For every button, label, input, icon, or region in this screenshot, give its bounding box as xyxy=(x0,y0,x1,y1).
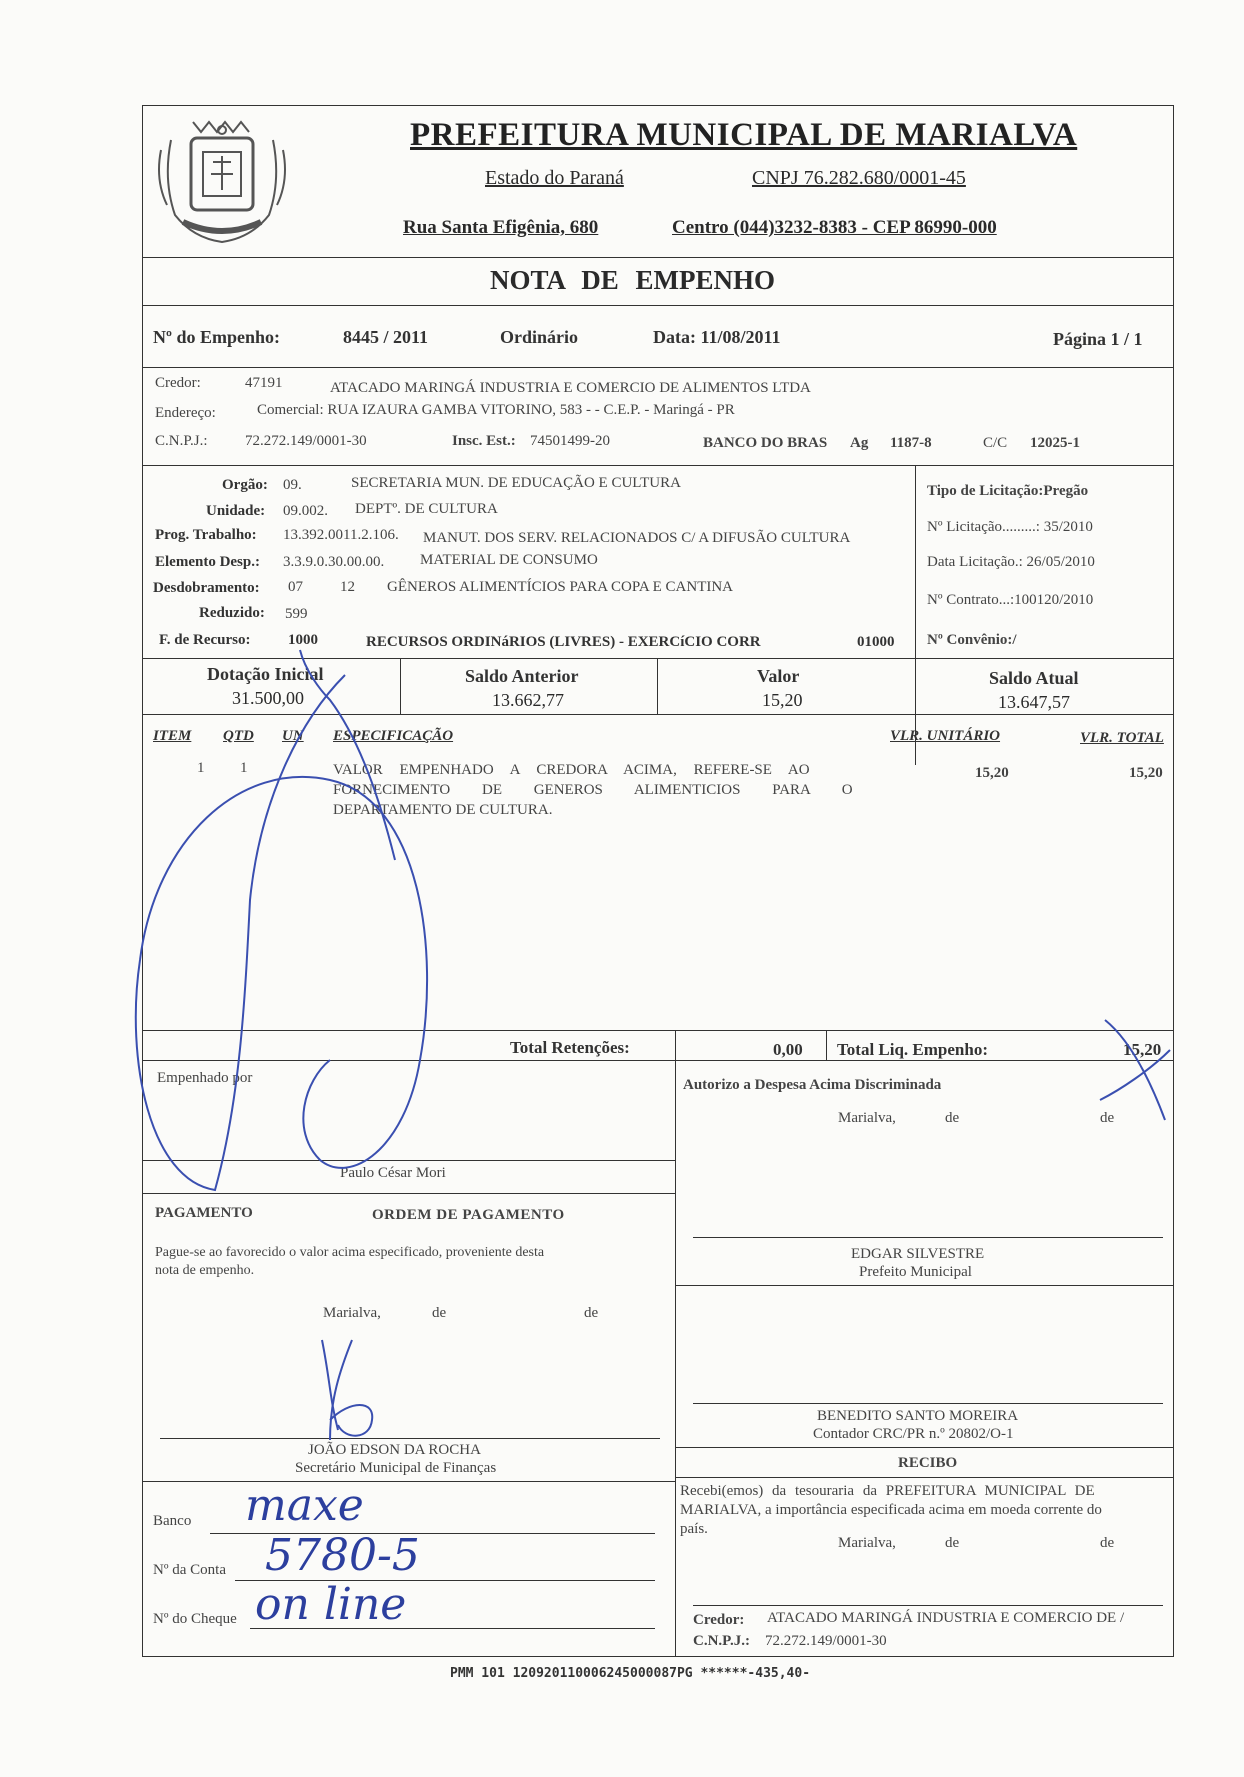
desdobramento-name: GÊNEROS ALIMENTÍCIOS PARA COPA E CANTINA xyxy=(387,579,734,595)
doc-title: NOTA DE EMPENHO xyxy=(490,265,776,295)
de-2-pagamento: de xyxy=(584,1305,599,1321)
pagamento-title: PAGAMENTO xyxy=(155,1205,253,1221)
prog-name: MANUT. DOS SERV. RELACIONADOS C/ A DIFUSÃO CULTURA xyxy=(423,530,851,546)
prefeito-cargo: Prefeito Municipal xyxy=(859,1264,972,1280)
elemento-code: 3.3.9.0.30.00.00. xyxy=(283,554,385,570)
ordem-pagamento: ORDEM DE PAGAMENTO xyxy=(372,1207,565,1223)
total-retencoes-label: Total Retenções: xyxy=(510,1038,630,1057)
local-autorizo: Marialva, xyxy=(838,1110,896,1126)
elemento-label: Elemento Desp.: xyxy=(155,554,260,570)
de-2-recibo: de xyxy=(1100,1535,1115,1551)
col-especificacao: ESPECIFICAÇÃO xyxy=(333,728,454,744)
prefeitura-title: PREFEITURA MUNICIPAL DE MARIALVA xyxy=(410,117,1078,153)
empenho-page: Página 1 / 1 xyxy=(1053,329,1143,349)
elemento-name: MATERIAL DE CONSUMO xyxy=(420,552,598,568)
tipo-licitacao: Tipo de Licitação:Pregão xyxy=(927,483,1089,499)
banco-handwritten: maxe xyxy=(245,1480,364,1531)
item-spec-line1: VALOR EMPENHADO A CREDORA ACIMA, REFERE-SE AO xyxy=(333,762,810,778)
item-spec-line2: FORNECIMENTO DE GENEROS ALIMENTICIOS PARA O xyxy=(333,782,853,798)
municipal-crest xyxy=(153,110,291,250)
secretario-nome: JOÃO EDSON DA ROCHA xyxy=(308,1442,481,1458)
recibo-texto-1: Recebi(emos) da tesouraria da PREFEITURA MUNICIPAL DE xyxy=(680,1483,1095,1499)
col-item: ITEM xyxy=(153,728,192,744)
prog-code: 13.392.0011.2.106. xyxy=(283,527,399,543)
col-vlr-unitario: VLR. UNITÁRIO xyxy=(890,728,1001,744)
cheque-handwritten: on line xyxy=(255,1579,407,1630)
total-liquido-label: Total Liq. Empenho: xyxy=(837,1040,988,1059)
empenho-type: Ordinário xyxy=(500,327,579,347)
col-un: UN xyxy=(282,728,304,744)
credor-ag: 1187-8 xyxy=(890,435,932,451)
state-name: Estado do Paraná xyxy=(485,167,624,189)
unidade-code: 09.002. xyxy=(283,503,328,519)
local-recibo: Marialva, xyxy=(838,1535,896,1551)
cnpj-prefeitura: CNPJ 76.282.680/0001-45 xyxy=(752,167,966,189)
autorizo-despesa: Autorizo a Despesa Acima Discriminada xyxy=(683,1077,942,1093)
empenho-number-label: Nº do Empenho: xyxy=(153,327,280,347)
de-1-pagamento: de xyxy=(432,1305,447,1321)
numero-convenio: Nº Convênio:/ xyxy=(927,632,1017,648)
conta-label: Nº da Conta xyxy=(153,1562,226,1578)
total-liquido-value: 15,20 xyxy=(1123,1040,1162,1059)
saldo-anterior-label: Saldo Anterior xyxy=(465,666,579,686)
prog-label: Prog. Trabalho: xyxy=(155,527,257,543)
reduzido-value: 599 xyxy=(285,606,308,622)
orgao-code: 09. xyxy=(283,477,302,493)
data-licitacao: Data Licitação.: 26/05/2010 xyxy=(927,554,1095,570)
de-1-recibo: de xyxy=(945,1535,960,1551)
dotacao-label: Dotação Inicial xyxy=(207,664,324,684)
orgao-name: SECRETARIA MUN. DE EDUCAÇÃO E CULTURA xyxy=(351,475,681,491)
valor-value: 15,20 xyxy=(762,690,803,710)
credor-insc: 74501499-20 xyxy=(530,433,610,449)
item-number: 1 xyxy=(197,760,205,776)
orgao-label: Orgão: xyxy=(222,477,268,493)
recurso-label: F. de Recurso: xyxy=(159,632,251,648)
item-vlr-unitario: 15,20 xyxy=(975,765,1009,781)
credor-code: 47191 xyxy=(245,375,283,391)
recurso-num: 01000 xyxy=(857,634,895,650)
numero-licitacao: Nº Licitação.........: 35/2010 xyxy=(927,519,1093,535)
conta-handwritten: 5780-5 xyxy=(265,1530,420,1581)
de-1-autorizo: de xyxy=(945,1110,960,1126)
saldo-anterior-value: 13.662,77 xyxy=(492,690,564,710)
credor-cc: 12025-1 xyxy=(1030,435,1080,451)
col-vlr-total: VLR. TOTAL xyxy=(1080,730,1164,746)
banco-label: Banco xyxy=(153,1513,192,1529)
saldo-atual-label: Saldo Atual xyxy=(989,668,1079,688)
recibo-cnpj-label: C.N.P.J.: xyxy=(693,1633,750,1649)
cheque-label: Nº do Cheque xyxy=(153,1611,237,1627)
recibo-texto-3: país. xyxy=(680,1521,708,1537)
nota-de-empenho xyxy=(145,105,1185,1660)
address-district-phone: Centro (044)3232-8383 - CEP 86990-000 xyxy=(672,217,997,238)
prefeito-nome: EDGAR SILVESTRE xyxy=(851,1246,985,1262)
contador-nome: BENEDITO SANTO MOREIRA xyxy=(817,1408,1019,1424)
local-pagamento: Marialva, xyxy=(323,1305,381,1321)
col-qtd: QTD xyxy=(223,728,254,744)
item-spec-line3: DEPARTAMENTO DE CULTURA. xyxy=(333,802,553,818)
pagamento-texto-1: Pague-se ao favorecido o valor acima especificado, proveniente desta xyxy=(155,1245,545,1260)
valor-label: Valor xyxy=(757,666,800,686)
empenho-date: Data: 11/08/2011 xyxy=(653,327,781,347)
recurso-name: RECURSOS ORDINáRIOS (LIVRES) - EXERCíCIO CORR xyxy=(366,634,761,650)
numero-contrato: Nº Contrato...:100120/2010 xyxy=(927,592,1094,608)
credor-bank: BANCO DO BRAS xyxy=(703,435,828,451)
recibo-title: RECIBO xyxy=(898,1455,958,1471)
empenhado-por-nome: Paulo César Mori xyxy=(340,1165,446,1181)
secretario-cargo: Secretário Municipal de Finanças xyxy=(295,1460,497,1476)
unidade-name: DEPTº. DE CULTURA xyxy=(355,501,498,517)
credor-cc-label: C/C xyxy=(983,435,1008,451)
empenho-number: 8445 / 2011 xyxy=(343,327,429,347)
credor-address: Comercial: RUA IZAURA GAMBA VITORINO, 583 - - C.E.P. - Maringá - PR xyxy=(257,402,735,418)
contador-cargo: Contador CRC/PR n.º 20802/O-1 xyxy=(813,1426,1014,1442)
saldo-atual-value: 13.647,57 xyxy=(998,692,1070,712)
desdobramento-label: Desdobramento: xyxy=(153,580,260,596)
total-retencoes-value: 0,00 xyxy=(773,1040,803,1059)
header-divider xyxy=(142,257,1174,258)
credor-cnpj-label: C.N.P.J.: xyxy=(155,433,208,449)
credor-label: Credor: xyxy=(155,375,201,391)
recibo-credor: ATACADO MARINGÁ INDUSTRIA E COMERCIO DE / xyxy=(767,1610,1125,1626)
credor-name: ATACADO MARINGÁ INDUSTRIA E COMERCIO DE ALIMENTOS LTDA xyxy=(330,380,811,396)
pagamento-texto-2: nota de empenho. xyxy=(155,1263,255,1278)
recibo-texto-2: MARIALVA, a importância especificada acima em moeda corrente do xyxy=(680,1502,1102,1518)
empenhado-por-label: Empenhado por xyxy=(157,1070,253,1086)
dotacao-value: 31.500,00 xyxy=(232,688,304,708)
reduzido-label: Reduzido: xyxy=(199,605,265,621)
de-2-autorizo: de xyxy=(1100,1110,1115,1126)
recibo-cnpj: 72.272.149/0001-30 xyxy=(765,1633,887,1649)
unidade-label: Unidade: xyxy=(206,503,266,519)
footer-code: PMM 101 120920110006245000087PG ******-435,40- xyxy=(450,1666,811,1681)
item-vlr-total: 15,20 xyxy=(1129,765,1163,781)
desdobramento-a: 07 xyxy=(288,579,303,595)
desdobramento-b: 12 xyxy=(340,579,355,595)
item-qtd: 1 xyxy=(240,760,248,776)
credor-insc-label: Insc. Est.: xyxy=(452,433,516,449)
credor-ag-label: Ag xyxy=(850,435,869,451)
credor-address-label: Endereço: xyxy=(155,405,216,421)
credor-cnpj: 72.272.149/0001-30 xyxy=(245,433,367,449)
recibo-credor-label: Credor: xyxy=(693,1612,745,1628)
address-street: Rua Santa Efigênia, 680 xyxy=(403,217,599,238)
recurso-code: 1000 xyxy=(288,632,318,648)
